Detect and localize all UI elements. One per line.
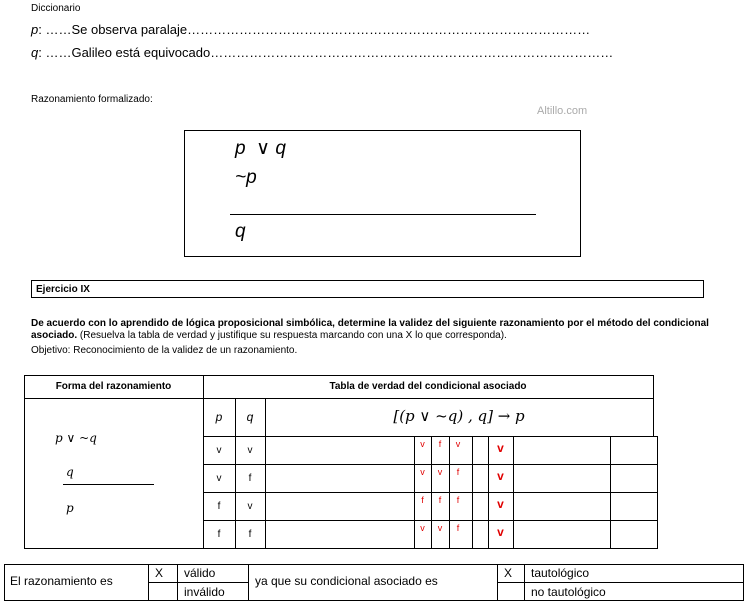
p-definition: : ……Se observa paralaje………………………………………………………………………………… [38,22,591,37]
header-form: Forma del razonamiento [55,381,172,392]
row-1-result: v [497,441,504,455]
row-4-b: v [437,523,443,533]
row-3-c: f [456,495,460,505]
row-1-p: v [216,445,222,456]
q-variable: q [31,45,39,60]
conclusion: q [235,221,246,242]
row-3-p: f [217,501,221,512]
associated-conditional-formula: [(p ∨ ~q) , q] → p [393,407,525,425]
row-3-a: f [421,495,424,505]
row-3-b: f [438,495,442,505]
row-2-c: f [456,467,460,477]
column-p: p [215,410,223,424]
form-premise-2: q [66,465,74,479]
instruction-normal: (Resuelva la tabla de verdad y justifique su respuesta marcando con una X lo que corresponda). [77,330,507,341]
option-tautological: tautológico [531,566,590,580]
answer-lead: El razonamiento es [10,574,113,588]
row-1-c: v [455,439,461,449]
premise-2: ~p [235,167,257,188]
valid-mark[interactable]: X [155,566,164,580]
form-premise-1: p ∨ ~q [55,431,97,445]
row-4-c: f [456,523,460,533]
tautological-mark[interactable]: X [504,566,513,580]
formalized-label: Razonamiento formalizado: [31,94,153,105]
row-3-q: v [247,501,253,512]
watermark: Altillo.com [537,105,588,117]
row-2-b: v [437,467,443,477]
instruction-bold: De acuerdo con lo aprendido de lógica proposicional simbólica, determine la validez del siguiente razonamiento por el método del condicional asociado. [31,318,709,341]
exercise-title: Ejercicio IX [31,280,704,298]
row-4-q: f [248,529,252,540]
row-4-p: f [217,529,221,540]
option-valid: válido [184,566,216,580]
objective: Objetivo: Reconocimiento de la validez de un razonamiento. [31,345,298,356]
option-invalid: inválido [184,585,225,599]
q-definition: : ……Galileo está equivocado………………………………………………………………………………… [38,45,614,60]
row-1-a: v [420,439,425,449]
p-variable: p [31,22,39,37]
row-1-q: v [247,445,253,456]
row-2-a: v [420,467,425,477]
row-2-result: v [497,469,504,483]
row-2-q: f [248,473,252,484]
form-conclusion: p [66,501,74,515]
row-3-result: v [497,497,504,511]
answer-because: ya que su condicional asociado es [255,574,438,588]
premise-1: p ∨ q [235,138,286,159]
option-not-tautological: no tautológico [531,585,606,599]
header-truth-table: Tabla de verdad del condicional asociado [329,381,527,392]
dictionary-title: Diccionario [31,3,81,14]
row-4-a: v [420,523,425,533]
column-q: q [246,410,254,424]
row-4-result: v [497,525,504,539]
row-2-p: v [216,473,222,484]
row-1-b: f [438,439,442,449]
